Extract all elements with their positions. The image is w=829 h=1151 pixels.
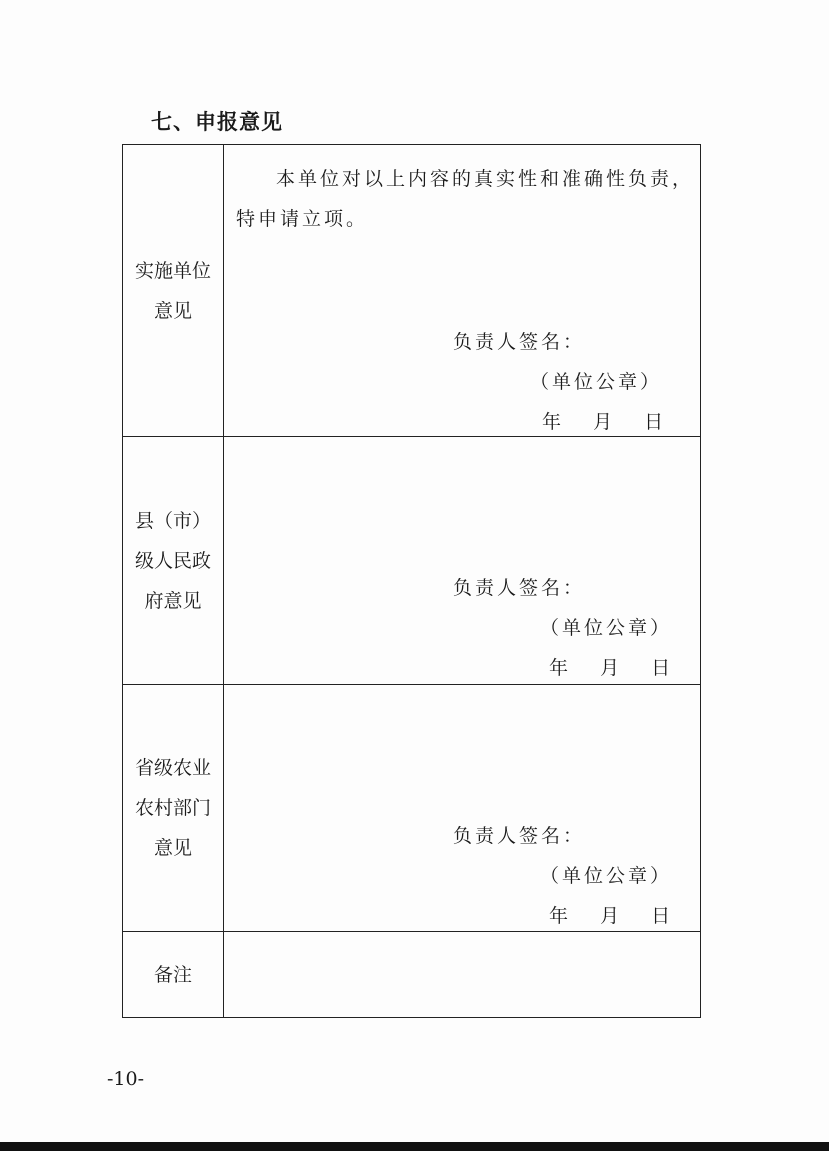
date-day: 日 (651, 905, 671, 927)
date-month: 月 (593, 411, 613, 433)
row-label-line: 县（市） (134, 509, 211, 532)
seal-label: （单位公章） (530, 371, 663, 393)
row-label-line: 级人民政 (134, 549, 211, 572)
row-label (123, 437, 224, 684)
scan-edge-bar (0, 1142, 829, 1151)
opinion-cell[interactable] (224, 437, 700, 684)
row-label-line: 府意见 (144, 589, 202, 612)
date-line (542, 407, 663, 434)
table-row-provincial-agriculture-dept (123, 685, 700, 932)
signature-label: 负责人签名： (453, 825, 586, 847)
date-month: 月 (600, 657, 620, 679)
date-line (549, 901, 670, 928)
declaration-statement: 本单位对以上内容的真实性和准确性负责，特申请立项。 (236, 168, 695, 230)
signature-label: 负责人签名： (453, 577, 586, 599)
page-number: -10- (107, 1068, 145, 1090)
row-label (123, 685, 224, 931)
signature-label: 负责人签名： (453, 331, 586, 353)
row-label-line: 意见 (153, 837, 192, 859)
row-label (123, 145, 224, 436)
row-label-line: 备注 (153, 963, 192, 986)
seal-label: （单位公章） (540, 865, 673, 887)
seal-label: （单位公章） (540, 617, 673, 639)
table-row-county-government (123, 437, 700, 685)
opinion-cell[interactable] (224, 145, 700, 436)
row-label-line: 实施单位 (134, 259, 211, 282)
date-month: 月 (600, 905, 620, 927)
opinion-cell[interactable] (224, 685, 700, 931)
date-day: 日 (651, 657, 671, 679)
date-line (549, 653, 670, 680)
remarks-cell[interactable] (224, 932, 700, 1017)
row-label-line: 省级农业 (134, 757, 211, 779)
table-row-remarks (123, 932, 700, 1017)
row-label-line: 意见 (153, 299, 192, 322)
row-label-line: 农村部门 (134, 797, 211, 819)
opinion-form-table (122, 144, 701, 1018)
date-year: 年 (549, 657, 569, 679)
table-row-implementing-unit (123, 145, 700, 437)
date-day: 日 (644, 411, 664, 433)
date-year: 年 (542, 411, 562, 433)
row-label (123, 932, 224, 1017)
section-title: 七、申报意见 (151, 110, 283, 134)
date-year: 年 (549, 905, 569, 927)
